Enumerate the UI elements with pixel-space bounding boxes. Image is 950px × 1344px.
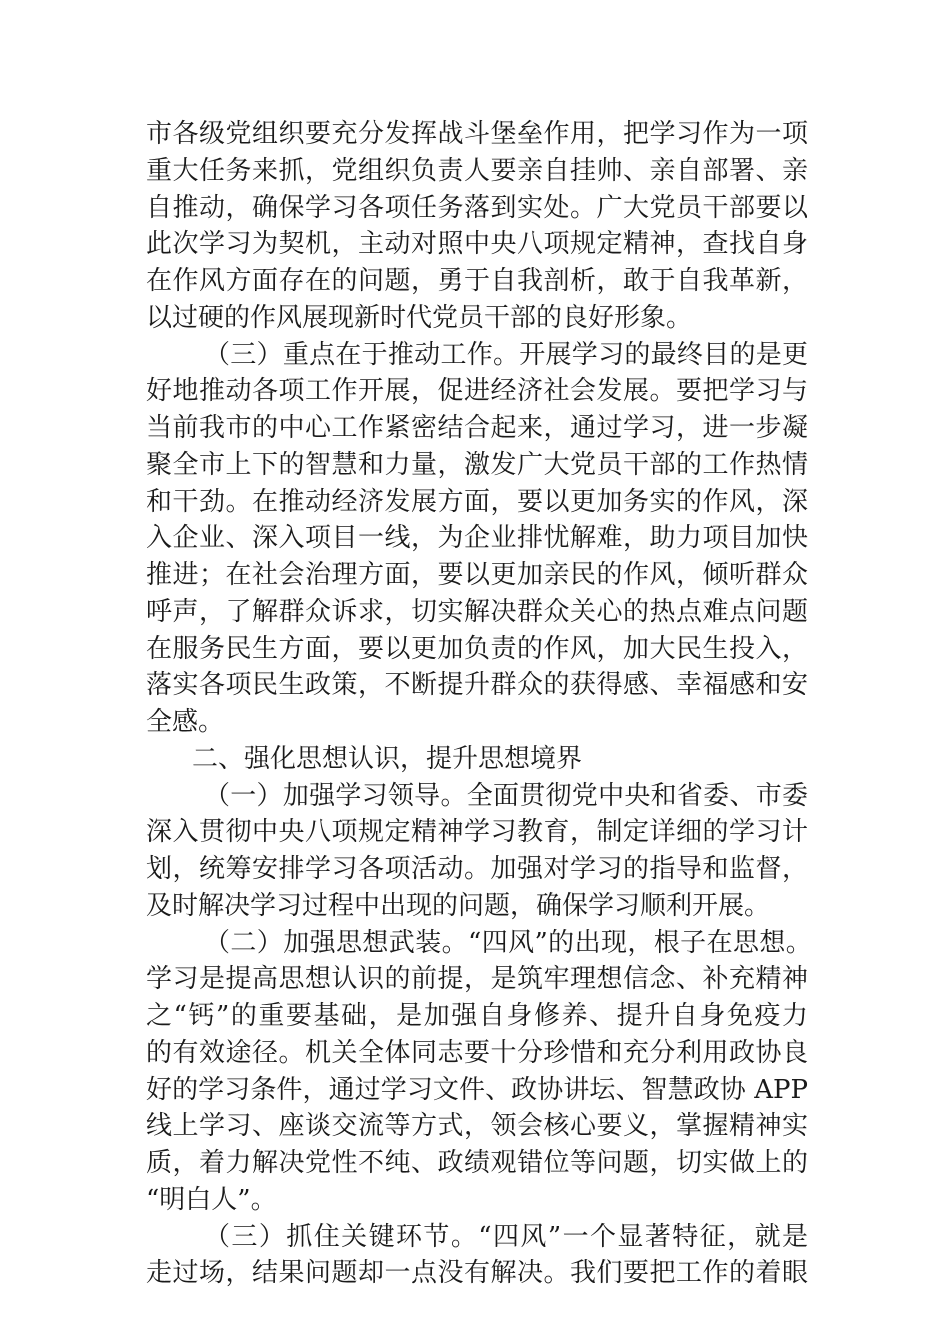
- paragraph-start-line: （二）加强思想武装。“四风”的出现，根子在思想。: [204, 927, 813, 958]
- body-line: 市各级党组织要充分发挥战斗堡垒作用，把学习作为一项: [146, 119, 808, 149]
- body-line: 和干劲。在推动经济发展方面，要以更加务实的作风，深: [146, 486, 808, 517]
- body-line: 全感。: [146, 707, 225, 737]
- body-line: 学习是提高思想认识的前提，是筑牢理想信念、补充精神: [146, 964, 808, 995]
- body-line: 划，统筹安排学习各项活动。加强对学习的指导和监督，: [146, 854, 808, 884]
- body-line: 在服务民生方面，要以更加负责的作风，加大民生投入，: [146, 633, 808, 664]
- section-heading: 二、强化思想认识，提升思想境界: [192, 743, 583, 774]
- body-line: 之“钙”的重要基础，是加强自身修养、提升自身免疫力: [146, 1001, 808, 1031]
- paragraph-start-line: （三）重点在于推动工作。开展学习的最终目的是更: [204, 339, 808, 370]
- body-line: 推进；在社会治理方面，要以更加亲民的作风，倾听群众: [146, 560, 808, 590]
- document-body: [146, 116, 813, 1292]
- body-line: 线上学习、座谈交流等方式，领会核心要义，掌握精神实: [146, 1111, 808, 1142]
- body-line: 及时解决学习过程中出现的问题，确保学习顺利开展。: [146, 890, 771, 921]
- body-line: 聚全市上下的智慧和力量，激发广大党员干部的工作热情: [146, 449, 808, 480]
- paragraph-start-line: （三）抓住关键环节。“四风”一个显著特征，就是: [204, 1221, 808, 1252]
- body-line: 以过硬的作风展现新时代党员干部的良好形象。: [146, 302, 693, 333]
- body-line: 质，着力解决党性不纯、政绩观错位等问题，切实做上的: [146, 1148, 808, 1178]
- paragraph-start-line: （一）加强学习领导。全面贯彻党中央和省委、市委: [204, 780, 808, 811]
- body-line: 入企业、深入项目一线，为企业排忧解难，助力项目加快: [146, 523, 808, 554]
- body-line: 深入贯彻中央八项规定精神学习教育，制定详细的学习计: [146, 817, 808, 848]
- body-line: 此次学习为契机，主动对照中央八项规定精神，查找自身: [146, 229, 808, 260]
- body-line: 在作风方面存在的问题，勇于自我剖析，敢于自我革新，: [146, 266, 808, 296]
- body-line: 自推动，确保学习各项任务落到实处。广大党员干部要以: [146, 192, 808, 223]
- body-line: 好的学习条件，通过学习文件、政协讲坛、智慧政协 APP: [146, 1074, 808, 1105]
- body-line: “明白人”。: [146, 1184, 277, 1215]
- body-line: 好地推动各项工作开展，促进经济社会发展。要把学习与: [146, 376, 808, 407]
- body-line: 重大任务来抓，党组织负责人要亲自挂帅、亲自部署、亲: [146, 155, 808, 186]
- body-line: 走过场，结果问题却一点没有解决。我们要把工作的着眼: [146, 1258, 808, 1289]
- body-line: 的有效途径。机关全体同志要十分珍惜和充分利用政协良: [146, 1037, 808, 1068]
- body-line: 当前我市的中心工作紧密结合起来，通过学习，进一步凝: [146, 413, 808, 443]
- body-line: 呼声，了解群众诉求，切实解决群众关心的热点难点问题: [146, 596, 808, 627]
- body-line: 落实各项民生政策，不断提升群众的获得感、幸福感和安: [146, 670, 808, 701]
